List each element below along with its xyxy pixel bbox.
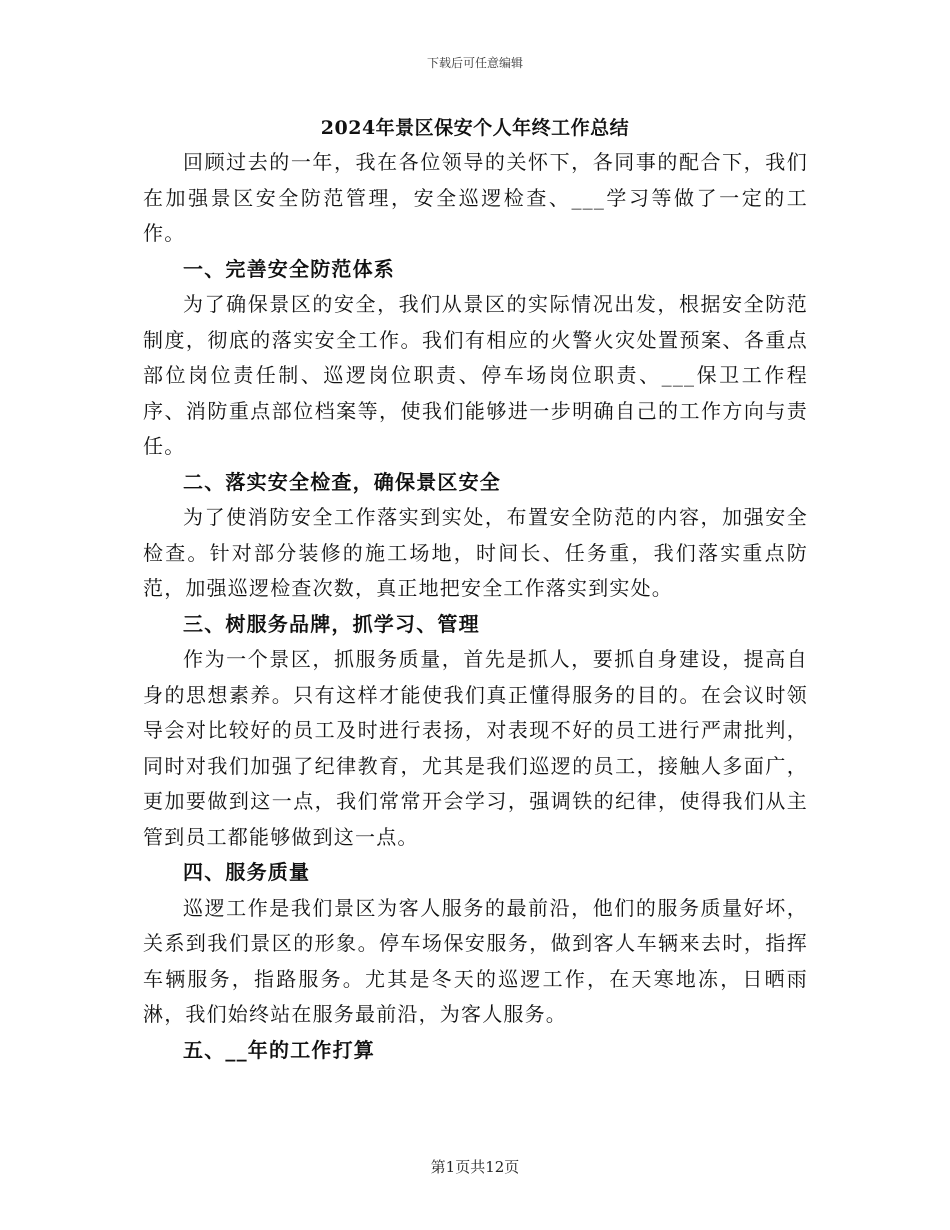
section-paragraph-3: 作为一个景区，抓服务质量，首先是抓人，要抓自身建设，提高自身的思想素养。只有这样才能使我们真正懂得服务的目的。在会议时领导会对比较好的员工及时进行表扬，对表现不好的员工进行严肃批判，同时对我们加强了纪律教育，尤其是我们巡逻的员工，接触人多面广，更加要做到这一点，我们常常开会学习，强调铁的纪律，使得我们从主管到员工都能够做到这一点。 [143, 647, 808, 849]
section-paragraph-2: 为了使消防安全工作落实到实处，布置安全防范的内容，加强安全检查。针对部分装修的施工场地，时间长、任务重，我们落实重点防范，加强巡逻检查次数，真正地把安全工作落实到实处。 [143, 505, 808, 600]
section-heading-2: 二、落实安全检查，确保景区安全 [183, 469, 501, 494]
document-title: 2024年景区保安个人年终工作总结 [320, 117, 630, 139]
section-heading-5: 五、__年的工作打算 [183, 1037, 375, 1062]
section-heading-3: 三、树服务品牌，抓学习、管理 [183, 611, 480, 636]
section-paragraph-1: 为了确保景区的安全，我们从景区的实际情况出发，根据安全防范制度，彻底的落实安全工作。我们有相应的火警火灾处置预案、各重点部位岗位责任制、巡逻岗位职责、停车场岗位职责、___保卫工作程序、消防重点部位档案等，使我们能够进一步明确自己的工作方向与责任。 [143, 292, 808, 458]
page-number: 第1页共12页 [430, 1158, 520, 1176]
section-heading-4: 四、服务质量 [183, 860, 311, 884]
header-note: 下载后可任意编辑 [426, 56, 523, 70]
section-heading-1: 一、完善安全防范体系 [183, 256, 395, 281]
section-paragraph-4: 巡逻工作是我们景区为客人服务的最前沿，他们的服务质量好坏，关系到我们景区的形象。停车场保安服务，做到客人车辆来去时，指挥车辆服务，指路服务。尤其是冬天的巡逻工作，在天寒地冻，日晒雨淋，我们始终站在服务最前沿，为客人服务。 [143, 895, 808, 1026]
document-body [143, 145, 808, 1068]
intro-paragraph: 回顾过去的一年，我在各位领导的关怀下，各同事的配合下，我们在加强景区安全防范管理，安全巡逻检查、___学习等做了一定的工作。 [143, 150, 808, 245]
